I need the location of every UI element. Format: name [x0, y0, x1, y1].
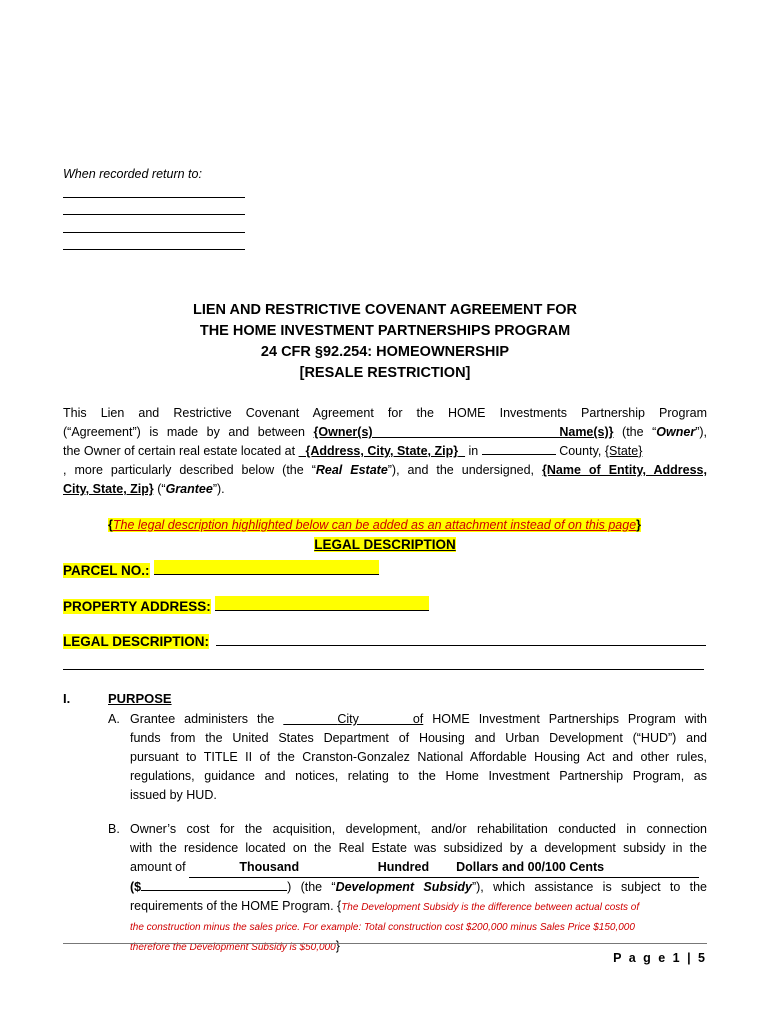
return-to-label: When recorded return to: [63, 167, 202, 181]
text: ”). [212, 482, 225, 496]
item-label: A. [108, 712, 120, 726]
text: { [108, 518, 113, 532]
purpose-item-a [108, 710, 707, 805]
note-text: The legal description highlighted below can be added as an attachment instead of on this page [112, 518, 637, 532]
text: requirements of the HOME Program. { [130, 899, 342, 913]
city-field [283, 710, 423, 729]
field-label: PROPERTY ADDRESS: [63, 599, 211, 614]
intro-line [63, 423, 707, 442]
instruction-text: therefore the Development Subsidy is $50,000 [130, 942, 336, 953]
text-line [130, 858, 707, 878]
text: ”), and the undersigned, [387, 463, 543, 477]
text: Hundred [377, 860, 430, 874]
text: amount of [130, 860, 190, 874]
text: the Owner of certain real estate located at [63, 444, 299, 458]
item-label: B. [108, 822, 120, 836]
item-text [130, 710, 707, 805]
text: ($ [130, 880, 142, 894]
item-text [130, 820, 707, 957]
text-line: issued by HUD. [130, 788, 217, 802]
intro-paragraph [63, 404, 707, 499]
page-number: P a g e 1 | 5 [613, 951, 707, 965]
parcel-number-blank [154, 560, 379, 575]
intro-line: This Lien and Restrictive Covenant Agreement for the HOME Investments Partnership Program [63, 406, 707, 420]
defined-term: Real Estate [315, 463, 388, 477]
entity-field: City, State, Zip} [63, 482, 154, 496]
defined-term: Grantee [165, 482, 213, 496]
text: County, [555, 444, 605, 458]
text: (“ [153, 482, 166, 496]
text-line: regulations, guidance and notices, relating to the Home Investment Partnership Program, as [130, 769, 707, 783]
text: } [335, 939, 340, 953]
title-line: LIEN AND RESTRICTIVE COVENANT AGREEMENT FOR [193, 302, 577, 318]
intro-line [63, 442, 707, 461]
text: , more particularly described below (the “ [63, 463, 316, 477]
text-line: Owner’s cost for the acquisition, development, and/or rehabilitation conducted in connection [130, 822, 707, 836]
owner-name-field [314, 423, 614, 442]
section-number: I. [63, 691, 71, 706]
text: LEGAL DESCRIPTION [314, 537, 456, 552]
text: HOME Investment Partnerships Program with [423, 712, 707, 726]
instruction-text: the construction minus the sales price. For example: Total construction cost $200,000 minus Sales Price $150,000 [130, 922, 635, 933]
section-title: PURPOSE [108, 691, 172, 706]
return-address-line [63, 232, 245, 233]
parcel-number-field [63, 560, 379, 578]
intro-line [63, 480, 707, 499]
entity-field: {Name of Entity, Address, [542, 463, 707, 477]
legal-description-heading [0, 537, 770, 552]
title-line: 24 CFR §92.254: HOMEOWNERSHIP [260, 344, 510, 360]
title-line: THE HOME INVESTMENT PARTNERSHIPS PROGRAM [199, 323, 571, 339]
text: {Owner(s) Name(s)} [313, 425, 614, 439]
text-line: pursuant to TITLE II of the Cranston-Gonzalez National Affordable Housing Act and other rules, [130, 750, 707, 764]
field-label: LEGAL DESCRIPTION: [63, 634, 210, 649]
text: Thousand [239, 860, 300, 874]
return-address-line [63, 249, 245, 250]
text-line [130, 710, 707, 729]
state-field: {State} [604, 444, 643, 458]
document-title [0, 300, 770, 384]
text: in [465, 444, 482, 458]
defined-term: Owner [656, 425, 696, 439]
field-label: PARCEL NO.: [63, 563, 150, 578]
text-line: with the residence located on the Real Estate was subsidized by a development subsidy in the [130, 841, 707, 855]
text: ”), [695, 425, 707, 439]
title-line: [RESALE RESTRICTION] [299, 365, 471, 381]
text: Dollars and 00/100 Cents [456, 860, 605, 874]
text-line [130, 897, 707, 917]
legal-description-blank [216, 631, 706, 646]
property-address-blank [215, 596, 429, 611]
instruction-text: The Development Subsidy is the difference between actual costs of [341, 902, 640, 913]
subsidy-amount-blank [141, 890, 287, 891]
text: City of [337, 712, 424, 726]
text-line [130, 878, 707, 897]
text: Grantee administers the [130, 712, 284, 726]
legal-description-field [63, 631, 706, 649]
text-line: funds from the United States Department of Housing and Urban Development (“HUD”) and [130, 731, 707, 745]
legal-description-blank-line [63, 669, 704, 670]
return-address-line [63, 214, 245, 215]
subsidy-amount-words [189, 858, 699, 878]
property-address-field [63, 596, 429, 614]
text-line [130, 917, 707, 937]
county-blank [482, 454, 556, 455]
text: (the “ [613, 425, 657, 439]
text: ”), which assistance is subject to the [471, 880, 707, 894]
legal-description-note [108, 518, 641, 532]
text: {Address, City, State, Zip} [305, 444, 459, 458]
address-field [299, 444, 466, 458]
intro-line [63, 461, 707, 480]
text: (“Agreement”) is made by and between [63, 425, 314, 439]
text: ) (the “ [287, 880, 336, 894]
footer-divider [63, 943, 707, 944]
defined-term: Development Subsidy [335, 880, 472, 894]
return-address-line [63, 197, 245, 198]
text: } [636, 518, 642, 532]
purpose-item-b [108, 820, 707, 957]
